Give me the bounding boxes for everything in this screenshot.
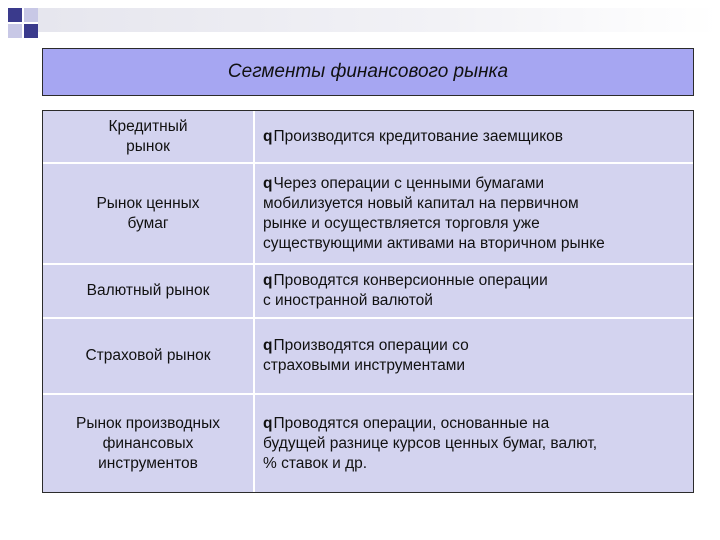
title-box [42, 48, 694, 96]
header-decor-bar [38, 8, 718, 32]
description-cell [254, 318, 693, 394]
segment-name: Страховой рынок [85, 347, 211, 365]
bullet-icon: q [263, 271, 273, 289]
table-row [43, 318, 693, 394]
segment-description: Производится кредитование заемщиков [273, 127, 564, 145]
table-row [43, 163, 693, 264]
segment-cell [43, 111, 254, 163]
segment-cell [43, 163, 254, 264]
segment-cell [43, 318, 254, 394]
decor-square-icon [8, 24, 22, 38]
decor-square-icon [24, 24, 38, 38]
table-row [43, 111, 693, 163]
description-cell [254, 111, 693, 163]
description-cell [254, 394, 693, 492]
description-cell [254, 163, 693, 264]
bullet-icon: q [263, 127, 273, 145]
table-row [43, 264, 693, 318]
segment-description: Через операции с ценными бумагами мобилизуется новый капитал на первичном рынке и осуществляется торговля уже существующими активами на вторичном рынке [263, 174, 605, 252]
page-title: Сегменты финансового рынка [227, 61, 509, 82]
segment-name: Кредитный рынок [108, 117, 188, 155]
description-cell [254, 264, 693, 318]
segment-name: Рынок производных финансовых инструментов [76, 414, 220, 472]
bullet-icon: q [263, 174, 273, 192]
segment-description: Производятся операции со страховыми инструментами [263, 337, 469, 375]
segment-description: Проводятся операции, основанные на будущей разнице курсов ценных бумаг, валют, % ставок и др. [263, 414, 598, 472]
segment-description: Проводятся конверсионные операции с иностранной валютой [263, 271, 548, 309]
table-row [43, 394, 693, 492]
decor-square-icon [8, 8, 22, 22]
decor-square-icon [24, 8, 38, 22]
bullet-icon: q [263, 337, 273, 355]
segment-name: Валютный рынок [86, 281, 210, 299]
segments-table [42, 110, 694, 493]
segment-name: Рынок ценных бумаг [96, 194, 200, 232]
segment-cell [43, 394, 254, 492]
segment-cell [43, 264, 254, 318]
bullet-icon: q [263, 414, 273, 432]
